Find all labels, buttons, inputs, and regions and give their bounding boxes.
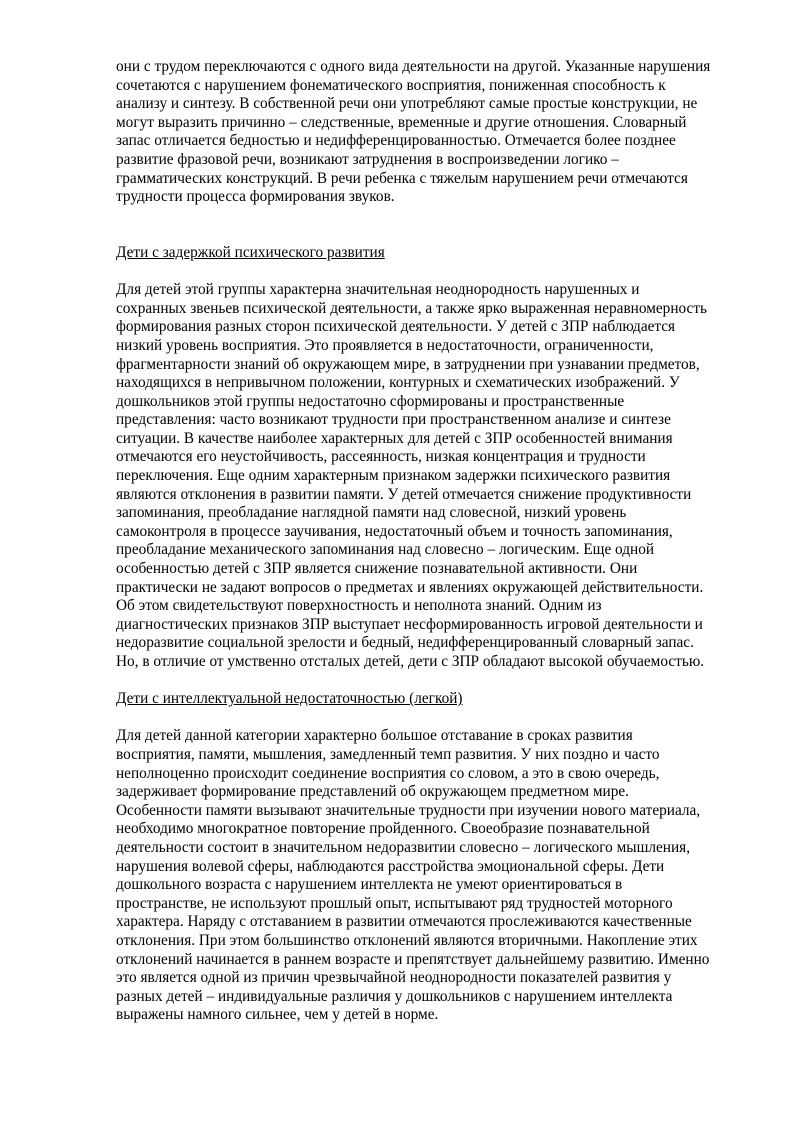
text-line: Особенности памяти вызывают значительные трудности при изучении нового материала, [116, 801, 701, 819]
text-line: грамматических конструкций. В речи ребенка с тяжелым нарушением речи отмечаются [116, 169, 688, 187]
text-line: сохранных звеньев психической деятельности, а также ярко выраженная неравномерность [116, 299, 707, 317]
text-line: практически не задают вопросов о предметах и явлениях окружающей действительности. [116, 578, 704, 596]
text-line: дошкольников этой группы недостаточно сформированы и пространственные [116, 392, 625, 410]
text-line: преобладание механического запоминания над словесно – логическим. Еще одной [116, 541, 655, 559]
text-line: характера. Наряду с отставанием в развитии отмечаются прослеживаются качественные [116, 913, 692, 931]
section-heading-intellect: Дети с интеллектуальной недостаточностью (легкой) [116, 690, 463, 708]
text-line: нарушения волевой сферы, наблюдаются расстройства эмоциональной сферы. Дети [116, 857, 665, 875]
text-line: Для детей этой группы характерна значительная неоднородность нарушенных и [116, 281, 640, 299]
text-line: они с трудом переключаются с одного вида деятельности на другой. Указанные нарушения [116, 58, 711, 75]
section-heading-zpr: Дети с задержкой психического развития [116, 243, 385, 261]
text-line: самоконтроля в процессе заучивания, недостаточный объем и точность запоминания, [116, 522, 673, 540]
text-line: отклонения. При этом большинство отклонений являются вторичными. Накопление этих [116, 931, 698, 949]
text-line: запас отличается бедностью и недифференцированностью. Отмечается более позднее [116, 132, 676, 150]
text-line: низкий уровень восприятия. Это проявляется в недостаточности, ограниченности, [116, 336, 654, 354]
text-line: ситуации. В качестве наиболее характерных для детей с ЗПР особенностей внимания [116, 429, 673, 447]
text-line: отмечаются его неустойчивость, рассеянность, низкая концентрация и трудности [116, 448, 646, 466]
text-line: особенностью детей с ЗПР является снижение познавательной активности. Они [116, 560, 638, 578]
paragraph-zpr [116, 281, 754, 671]
document-body [116, 58, 754, 1025]
text-line: разных детей – индивидуальные различия у дошкольников с нарушением интеллекта [116, 987, 673, 1005]
text-line: представления: часто возникают трудности при пространственном анализе и синтезе [116, 411, 671, 429]
text-line: дошкольного возраста с нарушением интеллекта не умеют ориентироваться в [116, 876, 623, 894]
text-line: Об этом свидетельствуют поверхностность и неполнота знаний. Одним из [116, 597, 602, 615]
spacer [116, 207, 754, 226]
text-line: Для детей данной категории характерно большое отставание в сроках развития [116, 727, 633, 745]
text-line: диагностических признаков ЗПР выступает несформированность игровой деятельности и [116, 615, 703, 633]
text-line: отклонений начинается в раннем возрасте и препятствует дальнейшему развитию. Именно [116, 950, 710, 968]
spacer [116, 709, 754, 728]
text-line: фрагментарности знаний об окружающем мире, в затруднении при узнавании предметов, [116, 355, 700, 373]
text-line: неполноценно происходит соединение восприятия со словом, а это в свою очередь, [116, 764, 660, 782]
text-line: выражены намного сильнее, чем у детей в норме. [116, 1006, 439, 1024]
text-line: трудности процесса формирования звуков. [116, 188, 395, 206]
text-line: Но, в отличие от умственно отсталых детей, дети с ЗПР обладают высокой обучаемостью. [116, 653, 705, 670]
text-line: формирования разных сторон психической деятельности. У детей с ЗПР наблюдается [116, 318, 676, 336]
text-line: запоминания, преобладание наглядной памяти над словесной, низкий уровень [116, 504, 627, 522]
text-line: пространстве, не используют прошлый опыт, испытывают ряд трудностей моторного [116, 894, 673, 912]
text-line: восприятия, памяти, мышления, замедленный темп развития. У них поздно и часто [116, 745, 660, 763]
text-line: могут выразить причинно – следственные, временные и другие отношения. Словарный [116, 113, 687, 131]
text-line: это является одной из причин чрезвычайной неоднородности показателей развития у [116, 969, 672, 987]
paragraph-intellect [116, 727, 754, 1025]
spacer [116, 263, 754, 282]
text-line: недоразвитие социальной зрелости и бедный, недифференцированный словарный запас. [116, 634, 694, 652]
spacer [116, 225, 754, 244]
text-line: переключения. Еще одним характерным признаком задержки психического развития [116, 467, 671, 485]
text-line: являются отклонения в развитии памяти. У детей отмечается снижение продуктивности [116, 485, 692, 503]
text-line: деятельности состоит в значительном недоразвитии словесно – логического мышления, [116, 838, 691, 856]
text-line: необходимо многократное повторение пройденного. Своеобразие познавательной [116, 820, 650, 838]
text-line: развитие фразовой речи, возникают затруднения в воспроизведении логико – [116, 150, 619, 168]
text-line: анализу и синтезу. В собственной речи они употребляют самые простые конструкции, не [116, 95, 698, 113]
spacer [116, 672, 754, 691]
text-line: находящихся в непривычном положении, контурных и схематических изображений. У [116, 374, 680, 392]
paragraph-continuation [116, 58, 754, 207]
text-line: задерживает формирование представлений об окружающем предметном мире. [116, 783, 629, 801]
text-line: сочетаются с нарушением фонематического восприятия, пониженная способность к [116, 76, 666, 94]
